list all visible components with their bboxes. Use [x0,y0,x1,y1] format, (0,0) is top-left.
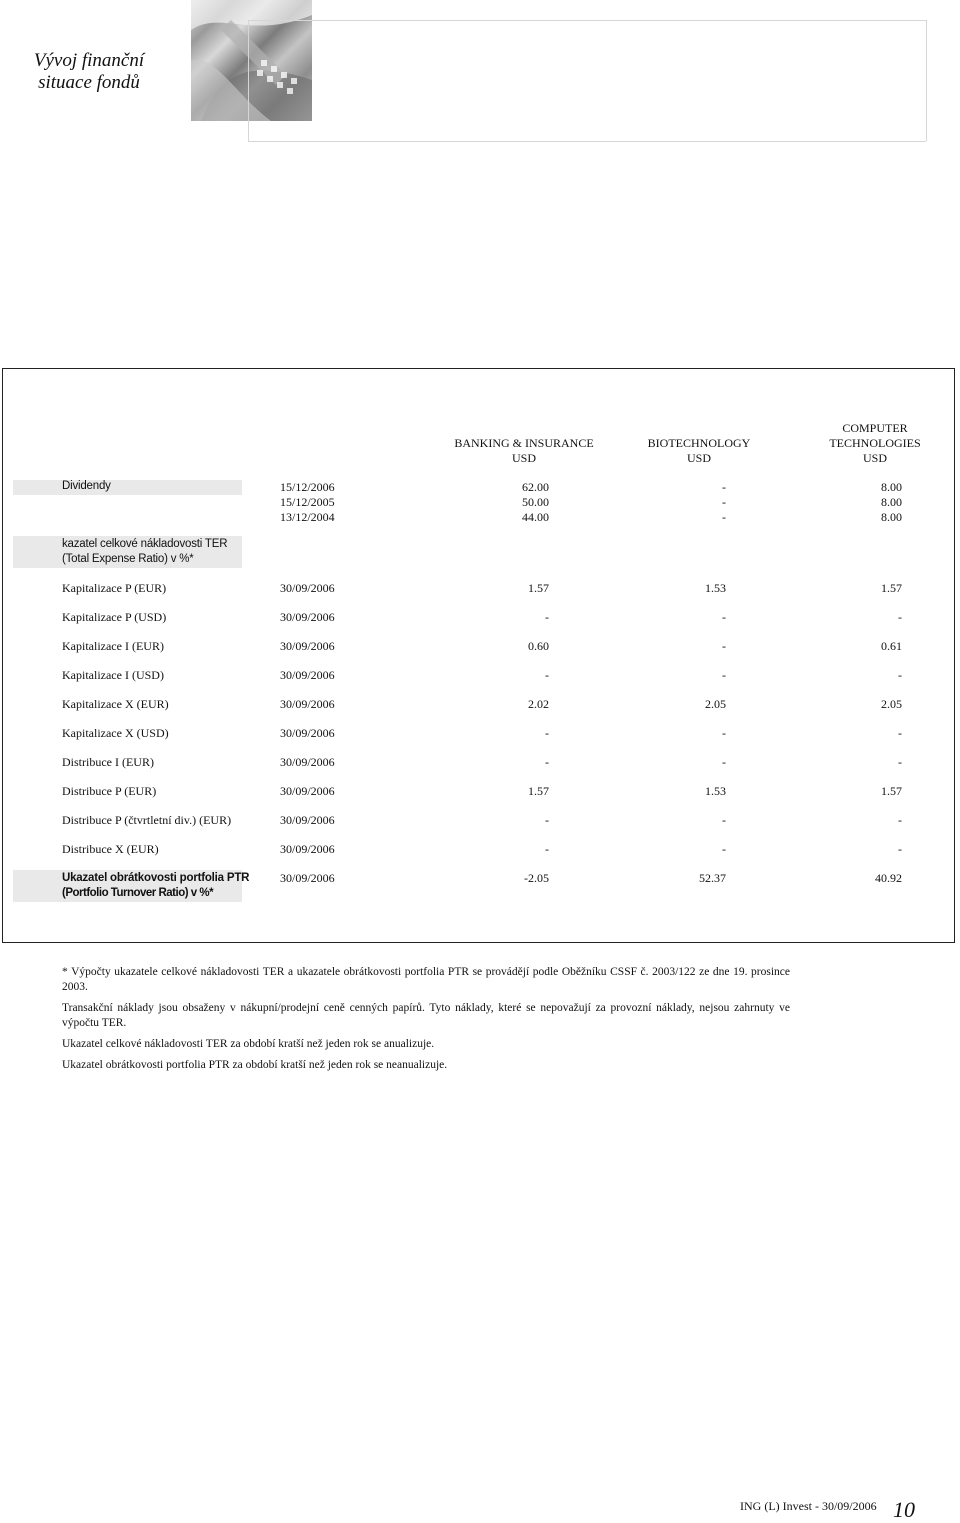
footnote: * Výpočty ukazatele celkové nákladovosti TER a ukazatele obrátkovosti portfolia PTR se provádějí podle Oběžníku CSSF č. 2003/122 ze dne 19. prosince 2003. [62,966,790,993]
ter-value-banking: - [545,610,549,624]
dividend-value-computer: 8.00 [881,480,902,494]
page-title-line1: Vývoj finanční [33,50,145,71]
share-class-label: Kapitalizace I (EUR) [62,639,164,653]
column-name-line1 [629,421,769,436]
ptr-label-line1: Ukazatel obrátkovosti portfolia PTR [62,872,250,884]
ptr-value-biotech: 52.37 [699,871,726,885]
ter-value-banking: 1.57 [528,581,549,595]
ter-value-biotech: 1.53 [705,581,726,595]
dividend-value-biotech: - [722,480,726,494]
page-title [14,50,164,94]
ter-date: 30/09/2006 [280,668,335,682]
dividend-value-banking: 44.00 [522,510,549,524]
ptr-value-banking: -2.05 [524,871,549,885]
ter-value-computer: - [898,813,902,827]
ter-value-banking: 0.60 [528,639,549,653]
column-currency: USD [686,451,711,465]
column-name-line2: BANKING & INSURANCE [454,436,594,450]
column-name-line1: COMPUTER [842,421,908,435]
ter-value-banking: 2.02 [528,697,549,711]
ter-value-computer: 0.61 [881,639,902,653]
column-header-computer-technologies [815,421,935,466]
ter-value-computer: 1.57 [881,581,902,595]
dividend-value-biotech: - [722,510,726,524]
dividend-date: 15/12/2006 [280,480,335,494]
share-class-label: Distribuce I (EUR) [62,755,154,769]
dividend-date: 15/12/2005 [280,495,335,509]
share-class-label: Kapitalizace X (USD) [62,726,169,740]
ter-date: 30/09/2006 [280,784,335,798]
ter-label-line1: kazatel celkové nákladovosti TER [62,538,228,550]
ter-date: 30/09/2006 [280,755,335,769]
ter-value-computer: - [898,726,902,740]
ter-value-computer: - [898,842,902,856]
page-number: 10 [893,1497,915,1522]
column-name-line1 [439,421,609,436]
ter-date: 30/09/2006 [280,726,335,740]
column-header-banking [439,421,609,466]
ter-value-biotech: - [722,813,726,827]
footer-text: ING (L) Invest - 30/09/2006 [740,1499,877,1513]
ter-value-computer: - [898,610,902,624]
column-name-line2: TECHNOLOGIES [829,436,921,450]
share-class-label: Distribuce P (čtvrtletní div.) (EUR) [62,813,232,827]
ter-label-line2: (Total Expense Ratio) v %* [62,553,194,565]
share-class-label: Kapitalizace P (USD) [62,610,167,624]
dividend-value-banking: 50.00 [522,495,549,509]
header-frame [248,20,927,141]
ter-date: 30/09/2006 [280,813,335,827]
dividend-value-banking: 62.00 [522,480,549,494]
ter-date: 30/09/2006 [280,581,335,595]
share-class-label: Kapitalizace P (EUR) [62,581,167,595]
ter-date: 30/09/2006 [280,610,335,624]
ter-value-banking: - [545,755,549,769]
ptr-label-line2: (Portfolio Turnover Ratio) v %* [62,887,214,899]
dividend-value-computer: 8.00 [881,495,902,509]
ter-value-banking: - [545,726,549,740]
ter-value-banking: - [545,668,549,682]
share-class-label: Kapitalizace I (USD) [62,668,164,682]
column-currency: USD [862,451,887,465]
ptr-date: 30/09/2006 [280,871,335,885]
footnote: Ukazatel celkové nákladovosti TER za období kratší než jeden rok se anualizuje. [62,1038,435,1050]
ter-value-banking: - [545,842,549,856]
ter-value-biotech: 2.05 [705,697,726,711]
dividends-label: Dividendy [13,480,242,495]
dividend-date: 13/12/2004 [280,510,335,524]
column-name-line2: BIOTECHNOLOGY [647,436,751,450]
dividend-value-biotech: - [722,495,726,509]
ter-value-banking: - [545,813,549,827]
ter-value-computer: - [898,755,902,769]
ptr-value-computer: 40.92 [875,871,902,885]
ter-value-biotech: 1.53 [705,784,726,798]
ter-value-biotech: - [722,668,726,682]
ptr-section-label [13,870,250,902]
ter-value-banking: 1.57 [528,784,549,798]
ter-value-computer: 2.05 [881,697,902,711]
ter-date: 30/09/2006 [280,842,335,856]
ter-value-biotech: - [722,755,726,769]
page-title-line2: situace fondů [38,72,140,93]
share-class-label: Distribuce P (EUR) [62,784,157,798]
share-class-label: Distribuce X (EUR) [62,842,159,856]
ter-value-biotech: - [722,610,726,624]
column-currency: USD [511,451,536,465]
ter-value-biotech: - [722,842,726,856]
header-frame-rule [248,141,926,142]
ter-date: 30/09/2006 [280,639,335,653]
column-header-biotechnology [629,421,769,466]
share-class-label: Kapitalizace X (EUR) [62,697,169,711]
dividend-value-computer: 8.00 [881,510,902,524]
ter-section-label [13,536,242,568]
ter-value-computer: 1.57 [881,784,902,798]
ter-value-biotech: - [722,726,726,740]
footnote: Ukazatel obrátkovosti portfolia PTR za období kratší než jeden rok se neanualizuje. [62,1059,448,1071]
footnotes [62,965,790,1079]
ter-date: 30/09/2006 [280,697,335,711]
ter-value-biotech: - [722,639,726,653]
footnote: Transakční náklady jsou obsaženy v nákupní/prodejní ceně cenných papírů. Tyto náklady, které se nepovažují za provozní náklady, nejsou zahrnuty ve výpočtu TER. [62,1002,790,1029]
ter-value-computer: - [898,668,902,682]
